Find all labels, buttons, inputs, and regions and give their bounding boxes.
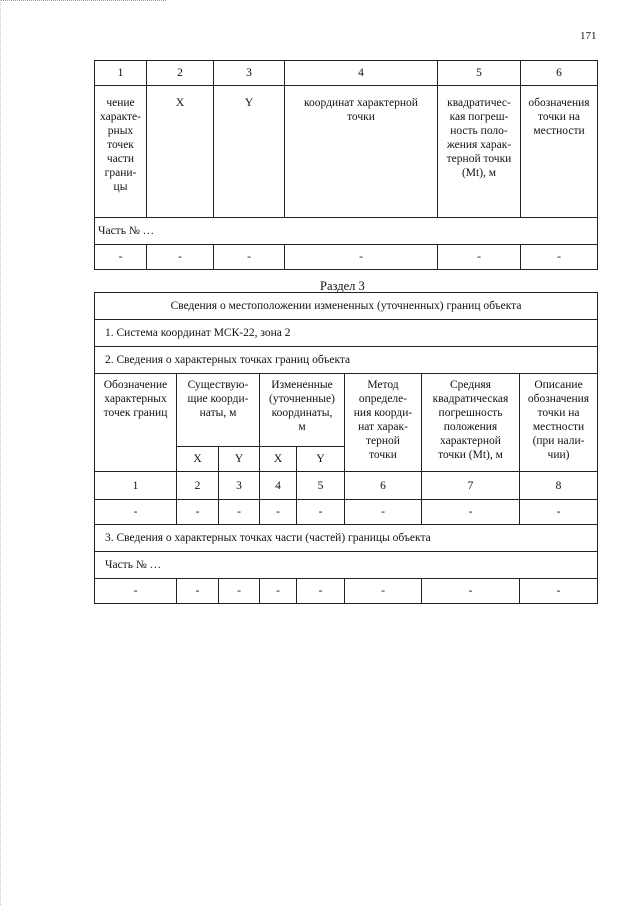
cell-line: точки xyxy=(347,111,375,123)
subheader-x: X xyxy=(260,447,297,472)
cell-line: рных xyxy=(107,125,134,137)
col-number: 5 xyxy=(438,61,521,86)
table-header-row xyxy=(95,61,598,86)
cell-line: жения харак- xyxy=(446,139,512,151)
col-number: 3 xyxy=(219,472,260,500)
cell-dash: - xyxy=(520,579,598,604)
cell-dash: - xyxy=(422,500,520,525)
cell-line: ность поло- xyxy=(450,125,508,137)
col-label xyxy=(214,86,285,218)
cell-line: (Mt), м xyxy=(461,167,497,179)
cell-dash: - xyxy=(520,500,598,525)
part-label: Часть № … xyxy=(95,218,598,245)
cell-line: кая погреш- xyxy=(449,111,509,123)
cell-dash: - xyxy=(219,579,260,604)
col-header-method xyxy=(345,374,422,472)
cell-line: нат харак- xyxy=(358,421,408,433)
cell-dash: - xyxy=(219,500,260,525)
cell-line: координат характерной xyxy=(304,97,418,109)
cell-line: Описание xyxy=(534,379,583,391)
cell-line: ния коорди- xyxy=(353,407,413,419)
cell-line: Обозначение xyxy=(103,379,168,391)
col-label xyxy=(285,86,438,218)
cell-dash: - xyxy=(177,579,219,604)
col-header-existing-coords xyxy=(177,374,260,447)
column-number-row xyxy=(95,472,598,500)
cell-dash: - xyxy=(438,245,521,270)
cell-line: точек xyxy=(107,139,134,151)
col-number: 6 xyxy=(521,61,598,86)
col-number: 2 xyxy=(147,61,214,86)
cell-line: местности xyxy=(532,421,585,433)
col-label xyxy=(438,86,521,218)
cell-line: Y xyxy=(244,97,254,109)
table-title-row xyxy=(95,293,598,320)
cell-dash: - xyxy=(214,245,285,270)
table-row xyxy=(95,579,598,604)
cell-dash: - xyxy=(95,245,147,270)
part-row xyxy=(95,218,598,245)
page-number: 171 xyxy=(580,30,597,42)
cell-line: определе- xyxy=(358,393,408,405)
table-points-part xyxy=(94,60,598,270)
cell-line: Метод xyxy=(367,379,399,391)
cell-line: X xyxy=(175,97,185,109)
cell-line: квадратическая xyxy=(432,393,509,405)
col-number: 3 xyxy=(214,61,285,86)
col-label xyxy=(95,86,147,218)
cell-dash: - xyxy=(177,500,219,525)
cell-line: точки на xyxy=(538,111,580,123)
cell-line: наты, м xyxy=(199,407,237,419)
cell-line: обозначения xyxy=(527,393,590,405)
cell-line: квадратичес- xyxy=(447,97,511,109)
part-label: Часть № … xyxy=(95,552,598,579)
col-number: 7 xyxy=(422,472,520,500)
cell-dash: - xyxy=(260,500,297,525)
table-row xyxy=(95,245,598,270)
cell-line: чение xyxy=(106,97,135,109)
cell-line: терной xyxy=(366,435,400,447)
col-header-error xyxy=(422,374,520,472)
col-number: 1 xyxy=(95,61,147,86)
boundary-points-text: 2. Сведения о характерных точках границ объекта xyxy=(95,347,598,374)
coord-system-text: 1. Система координат МСК-22, зона 2 xyxy=(95,320,598,347)
col-number: 6 xyxy=(345,472,422,500)
subheader-x: X xyxy=(177,447,219,472)
part-points-text: 3. Сведения о характерных точках части (частей) границы объекта xyxy=(95,525,598,552)
cell-line: точек границ xyxy=(103,407,168,419)
table-label-row xyxy=(95,86,598,218)
cell-line: погрешность xyxy=(438,407,503,419)
cell-line: чии) xyxy=(547,449,570,461)
cell-line: положения xyxy=(443,421,498,433)
cell-dash: - xyxy=(345,579,422,604)
cell-dash: - xyxy=(285,245,438,270)
cell-line: (уточненные) xyxy=(269,393,335,405)
column-header-row xyxy=(95,374,598,447)
table-title: Сведения о местоположении измененных (уточненных) границ объекта xyxy=(95,293,598,320)
col-header-description xyxy=(520,374,598,472)
col-number: 1 xyxy=(95,472,177,500)
col-number: 2 xyxy=(177,472,219,500)
col-label xyxy=(521,86,598,218)
cell-line: характерных xyxy=(104,393,167,405)
part-points-row xyxy=(95,525,598,552)
section-title: Раздел 3 xyxy=(320,279,365,293)
cell-line: щие коорди- xyxy=(187,393,249,405)
cell-line: точки (Mt), м xyxy=(438,449,503,461)
cell-line: м xyxy=(298,421,306,433)
cell-dash: - xyxy=(297,500,345,525)
scan-edge-top xyxy=(0,0,166,3)
cell-dash: - xyxy=(147,245,214,270)
cell-line: части xyxy=(106,153,135,165)
coord-system-row xyxy=(95,320,598,347)
cell-line: точки xyxy=(369,449,397,461)
cell-dash: - xyxy=(345,500,422,525)
cell-line: Измененные xyxy=(271,379,333,391)
table-row xyxy=(95,500,598,525)
cell-line: характерной xyxy=(440,435,501,447)
cell-line: точки на xyxy=(537,407,580,419)
cell-dash: - xyxy=(260,579,297,604)
cell-dash: - xyxy=(422,579,520,604)
col-number: 4 xyxy=(260,472,297,500)
subheader-y: Y xyxy=(219,447,260,472)
col-number: 8 xyxy=(520,472,598,500)
cell-line: грани- xyxy=(104,167,137,179)
col-header-designation xyxy=(95,374,177,472)
cell-line: обозначения xyxy=(528,97,590,109)
col-label xyxy=(147,86,214,218)
cell-line: местности xyxy=(533,125,585,137)
cell-dash: - xyxy=(297,579,345,604)
col-number: 4 xyxy=(285,61,438,86)
cell-line: цы xyxy=(113,181,128,193)
subheader-y: Y xyxy=(297,447,345,472)
cell-dash: - xyxy=(521,245,598,270)
scan-edge-left xyxy=(0,0,1,905)
cell-line: характе- xyxy=(100,111,141,123)
boundary-points-row xyxy=(95,347,598,374)
cell-dash: - xyxy=(95,500,177,525)
table-changed-boundaries xyxy=(94,292,598,604)
cell-dash: - xyxy=(95,579,177,604)
cell-line: (при нали- xyxy=(532,435,585,447)
cell-line: Средняя xyxy=(450,379,491,391)
cell-line: терной точки xyxy=(446,153,512,165)
col-header-changed-coords xyxy=(260,374,345,447)
col-number: 5 xyxy=(297,472,345,500)
part-row xyxy=(95,552,598,579)
cell-line: Существую- xyxy=(187,379,249,391)
cell-line: координаты, xyxy=(271,407,333,419)
